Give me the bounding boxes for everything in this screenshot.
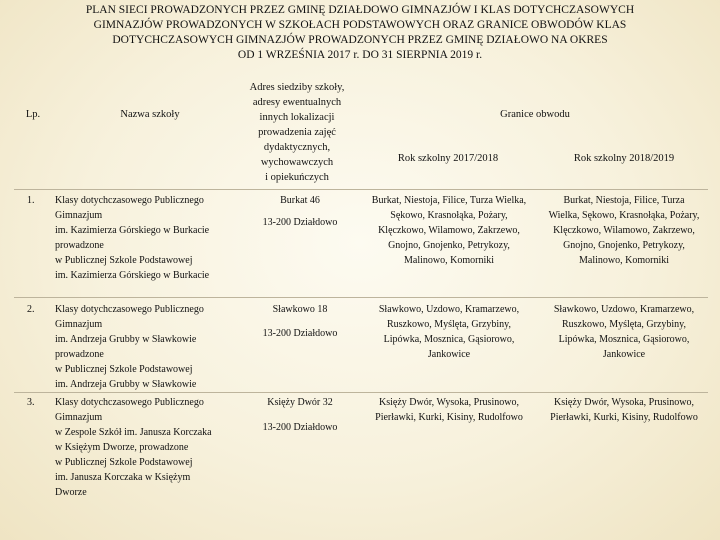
school-name-line: Gimnazjum [55, 412, 103, 423]
header-lp: Lp. [25, 109, 41, 120]
address-line: Sławkowo 18 [272, 304, 328, 315]
header-address-line: innych lokalizacji [259, 112, 335, 123]
school-name [55, 395, 235, 500]
document-title [40, 3, 680, 63]
address-line: Burkat 46 [280, 195, 320, 206]
school-name [55, 193, 235, 283]
title-line: PLAN SIECI PROWADZONYCH PRZEZ GMINĘ DZIAŁDOWO GIMNAZJÓW I KLAS DOTYCHCZASOWYCH [85, 4, 635, 16]
borders-2017 [362, 395, 536, 425]
school-name-line: w Zespole Szkół im. Janusza Korczaka [55, 427, 212, 438]
row-number: 2. [27, 304, 35, 315]
header-school-name: Nazwa szkoły [120, 109, 180, 120]
address-line: 13-200 Działdowo [262, 328, 338, 339]
header-address-line: i opiekuńczych [265, 172, 329, 183]
header-year-2018: Rok szkolny 2018/2019 [573, 153, 675, 164]
table-divider [14, 189, 708, 190]
border-line: Klęczkowo, Wilamowo, Zakrzewo, [553, 225, 695, 236]
header-address-line: dydaktycznych, [263, 142, 331, 153]
border-line: Lipówka, Mosznica, Gąsiorowo, [383, 334, 515, 345]
header-address-line: prowadzenia zajęć [258, 127, 336, 138]
border-line: Burkat, Niestoja, Filice, Turza [563, 195, 685, 206]
border-line: Malinowo, Komorniki [579, 255, 669, 266]
school-name-line: im. Andrzeja Grubby w Sławkowie [55, 379, 197, 390]
header-address-line: wychowawczych [260, 157, 334, 168]
school-address [240, 302, 360, 341]
school-name-line: Gimnazjum [55, 210, 103, 221]
border-line: Gnojno, Gnojenko, Petrykozy, [563, 240, 685, 251]
school-name-line: Klasy dotychczasowego Publicznego [55, 195, 204, 206]
school-name-line: im. Kazimierza Górskiego w Burkacie [55, 225, 210, 236]
school-name-line: prowadzone [55, 349, 104, 360]
school-address [240, 193, 360, 230]
header-borders: Granice obwodu [500, 109, 570, 120]
border-line: Sławkowo, Uzdowo, Kramarzewo, [553, 304, 695, 315]
header-address-line: adresy ewentualnych [252, 97, 342, 108]
school-name-line: w Publicznej Szkole Podstawowej [55, 255, 193, 266]
school-name-line: w Księżym Dworze, prowadzone [55, 442, 189, 453]
school-name-line: Dworze [55, 487, 87, 498]
border-line: Wielka, Sękowo, Krasnołąka, Pożary, [548, 210, 700, 221]
school-name [55, 302, 235, 392]
border-line: Gnojno, Gnojenko, Petrykozy, [388, 240, 510, 251]
border-line: Ruszkowo, Myślęta, Grzybiny, [561, 319, 687, 330]
border-line: Sławkowo, Uzdowo, Kramarzewo, [378, 304, 520, 315]
school-name-line: Gimnazjum [55, 319, 103, 330]
title-line: OD 1 WRZEŚNIA 2017 r. DO 31 SIERPNIA 2019 r. [237, 49, 483, 61]
border-line: Księży Dwór, Wysoka, Prusinowo, [554, 397, 694, 408]
table-divider [14, 392, 708, 393]
school-address [240, 395, 360, 435]
borders-2018 [536, 193, 712, 268]
address-line: 13-200 Działdowo [262, 422, 338, 433]
school-name-line: im. Andrzeja Grubby w Sławkowie [55, 334, 197, 345]
border-line: Ruszkowo, Myślęta, Grzybiny, [386, 319, 512, 330]
address-line: Księży Dwór 32 [267, 397, 333, 408]
address-line: 13-200 Działdowo [262, 217, 338, 228]
border-line: Jankowice [427, 349, 471, 360]
header-address-line: Adres siedziby szkoły, [249, 82, 345, 93]
row-number: 1. [27, 195, 35, 206]
border-line: Księży Dwór, Wysoka, Prusinowo, [379, 397, 519, 408]
border-line: Malinowo, Komorniki [404, 255, 494, 266]
border-line: Klęczkowo, Wilamowo, Zakrzewo, [378, 225, 520, 236]
border-line: Jankowice [602, 349, 646, 360]
border-line: Pierławki, Kurki, Kisiny, Rudolfowo [375, 412, 523, 423]
school-name-line: w Publicznej Szkole Podstawowej [55, 457, 193, 468]
border-line: Sękowo, Krasnołąka, Pożary, [390, 210, 508, 221]
title-line: GIMNAZJÓW PROWADZONYCH W SZKOŁACH PODSTAWOWYCH ORAZ GRANICE OBWODÓW KLAS [93, 19, 627, 31]
border-line: Burkat, Niestoja, Filice, Turza Wielka, [371, 195, 527, 206]
border-line: Lipówka, Mosznica, Gąsiorowo, [558, 334, 690, 345]
school-name-line: im. Kazimierza Górskiego w Burkacie [55, 270, 210, 281]
row-number: 3. [27, 397, 35, 408]
borders-2017 [362, 193, 536, 268]
school-name-line: prowadzone [55, 240, 104, 251]
school-name-line: im. Janusza Korczaka w Księżym [55, 472, 191, 483]
title-line: DOTYCHCZASOWYCH GIMNAZJÓW PROWADZONYCH PRZEZ GMINĘ DZIAŁOWO NA OKRES [112, 34, 608, 46]
borders-2017 [362, 302, 536, 362]
table-divider [14, 297, 708, 298]
borders-2018 [536, 395, 712, 425]
school-name-line: Klasy dotychczasowego Publicznego [55, 304, 204, 315]
borders-2018 [536, 302, 712, 362]
header-address [232, 80, 362, 185]
header-year-2017: Rok szkolny 2017/2018 [397, 153, 499, 164]
school-name-line: w Publicznej Szkole Podstawowej [55, 364, 193, 375]
school-name-line: Klasy dotychczasowego Publicznego [55, 397, 204, 408]
border-line: Pierławki, Kurki, Kisiny, Rudolfowo [550, 412, 698, 423]
